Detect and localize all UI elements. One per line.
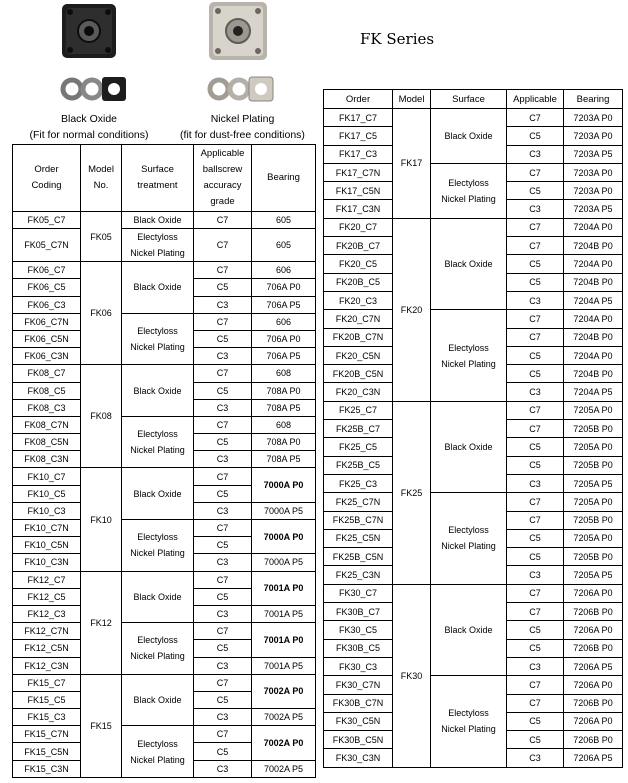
bearing-cell: 7205B P0 [564,456,623,474]
bearing-cell: 7204B P0 [564,273,623,291]
product-photos [10,0,168,110]
bearing-cell: 708A P0 [252,434,316,451]
accuracy-grade-cell: C5 [194,743,252,760]
accuracy-grade-cell: C5 [194,691,252,708]
order-code-cell: FK30B_C5N [324,731,393,749]
product-name: Nickel Plating [210,113,275,125]
order-code-cell: FK25B_C5N [324,548,393,566]
table-row [13,726,316,743]
bearing-cell: 7205A P0 [564,529,623,547]
bearing-cell: 7203A P0 [564,163,623,181]
order-code-cell: FK10_C5 [13,485,81,502]
accuracy-grade-cell: C5 [507,731,564,749]
header-bearing: Bearing [252,145,316,212]
order-code-cell: FK15_C5 [13,691,81,708]
order-code-cell: FK20_C5N [324,346,393,364]
accuracy-grade-cell: C5 [507,621,564,639]
bearing-cell: 7206A P0 [564,712,623,730]
table-row [13,365,316,382]
model-cell: FK25 [393,401,431,584]
accuracy-grade-cell: C3 [194,605,252,622]
accuracy-grade-cell: C5 [507,182,564,200]
bearing-cell: 7206B P0 [564,731,623,749]
bearing-cell: 7206A P0 [564,584,623,602]
accuracy-grade-cell: C3 [194,296,252,313]
order-code-cell: FK15_C7 [13,674,81,691]
surface-treatment-cell: Black Oxide [431,584,507,675]
order-code-cell: FK30B_C5 [324,639,393,657]
table-row [13,674,316,691]
accuracy-grade-cell: C5 [507,127,564,145]
table-header-row [13,145,316,212]
bearing-cell: 7000A P0 [252,520,316,554]
bearing-cell: 706A P5 [252,348,316,365]
bearing-cell: 7205A P0 [564,438,623,456]
bearing-cell: 7205A P5 [564,474,623,492]
surface-treatment-cell: Electyloss Nickel Plating [431,676,507,767]
order-code-cell: FK25B_C5 [324,456,393,474]
bearing-cell: 7002A P5 [252,709,316,726]
header-surface-treatment: Surface [431,90,507,109]
table-row [324,218,623,236]
accuracy-grade-cell: C7 [507,218,564,236]
accuracy-grade-cell: C3 [194,348,252,365]
accuracy-grade-cell: C7 [194,468,252,485]
order-code-cell: FK25_C7 [324,401,393,419]
accuracy-grade-cell: C7 [507,401,564,419]
accuracy-grade-cell: C3 [507,383,564,401]
order-code-cell: FK15_C5N [13,743,81,760]
bearing-cell: 708A P0 [252,382,316,399]
accuracy-grade-cell: C5 [194,434,252,451]
bearing-cell: 608 [252,365,316,382]
accuracy-grade-cell: C7 [194,212,252,229]
bearing-cell: 7204A P0 [564,255,623,273]
bearing-cell: 708A P5 [252,451,316,468]
surface-treatment-cell: Electyloss Nickel Plating [122,313,194,365]
accuracy-grade-cell: C3 [507,200,564,218]
order-code-cell: FK25_C5 [324,438,393,456]
accuracy-grade-cell: C5 [194,382,252,399]
bearing-cell: 7205B P0 [564,420,623,438]
surface-treatment-cell: Electyloss Nickel Plating [122,623,194,675]
product-black-oxide [10,0,168,141]
black-oxide-support-image [10,0,168,110]
table-row [13,623,316,640]
bearing-cell: 7206B P0 [564,639,623,657]
table-row [13,520,316,537]
order-code-cell: FK05_C7 [13,212,81,229]
bearing-cell: 7204B P0 [564,237,623,255]
order-code-cell: FK30B_C7N [324,694,393,712]
accuracy-grade-cell: C7 [507,420,564,438]
order-code-cell: FK20B_C5 [324,273,393,291]
accuracy-grade-cell: C7 [507,310,564,328]
spec-table-right [323,89,623,768]
surface-treatment-cell: Black Oxide [122,365,194,417]
accuracy-grade-cell: C7 [194,674,252,691]
header-model: Model No. [81,145,122,212]
surface-treatment-cell: Electyloss Nickel Plating [431,310,507,401]
bearing-cell: 7205B P0 [564,511,623,529]
bearing-cell: 7204A P0 [564,346,623,364]
accuracy-grade-cell: C3 [194,709,252,726]
header-order-coding: Order Coding [13,145,81,212]
product-nickel-plating [175,0,310,141]
order-code-cell: FK05_C7N [13,229,81,262]
accuracy-grade-cell: C7 [507,694,564,712]
model-cell: FK10 [81,468,122,571]
accuracy-grade-cell: C7 [194,726,252,743]
surface-treatment-cell: Black Oxide [431,401,507,492]
order-code-cell: FK20B_C7 [324,237,393,255]
bearing-cell: 7000A P5 [252,554,316,571]
accuracy-grade-cell: C5 [507,346,564,364]
order-code-cell: FK20B_C5N [324,365,393,383]
order-code-cell: FK25_C5N [324,529,393,547]
accuracy-grade-cell: C7 [507,109,564,127]
accuracy-grade-cell: C5 [194,330,252,347]
accuracy-grade-cell: C5 [194,537,252,554]
accuracy-grade-cell: C3 [507,474,564,492]
order-code-cell: FK08_C5 [13,382,81,399]
order-code-cell: FK30_C7N [324,676,393,694]
table-row [13,468,316,485]
bearing-cell: 7203A P5 [564,145,623,163]
bearing-cell: 7203A P5 [564,200,623,218]
bearing-cell: 7204B P0 [564,365,623,383]
accuracy-grade-cell: C7 [507,328,564,346]
bearing-cell: 605 [252,229,316,262]
header-bearing: Bearing [564,90,623,109]
model-cell: FK12 [81,571,122,674]
table-row [324,676,623,694]
order-code-cell: FK17_C5N [324,182,393,200]
accuracy-grade-cell: C7 [194,623,252,640]
accuracy-grade-cell: C7 [507,584,564,602]
order-code-cell: FK20_C3N [324,383,393,401]
bearing-cell: 7206A P0 [564,621,623,639]
bearing-cell: 7001A P5 [252,657,316,674]
bearing-cell: 7203A P0 [564,182,623,200]
order-code-cell: FK25_C3 [324,474,393,492]
surface-treatment-cell: Black Oxide [431,218,507,309]
order-code-cell: FK08_C3 [13,399,81,416]
order-code-cell: FK20_C3 [324,291,393,309]
accuracy-grade-cell: C7 [194,262,252,279]
table-row [324,163,623,181]
bearing-cell: 7002A P0 [252,674,316,708]
table-row [324,401,623,419]
order-code-cell: FK08_C3N [13,451,81,468]
accuracy-grade-cell: C7 [194,416,252,433]
order-code-cell: FK30_C3 [324,657,393,675]
bearing-cell: 7204B P0 [564,328,623,346]
bearing-cell: 7205A P0 [564,401,623,419]
accuracy-grade-cell: C5 [507,639,564,657]
surface-treatment-cell: Electyloss Nickel Plating [431,163,507,218]
table-row [13,571,316,588]
model-cell: FK30 [393,584,431,767]
accuracy-grade-cell: C3 [507,657,564,675]
surface-treatment-cell: Black Oxide [122,674,194,726]
accuracy-grade-cell: C3 [194,502,252,519]
bearing-cell: 606 [252,313,316,330]
surface-treatment-cell: Electyloss Nickel Plating [431,493,507,584]
accuracy-grade-cell: C5 [194,279,252,296]
order-code-cell: FK12_C3 [13,605,81,622]
accuracy-grade-cell: C3 [507,749,564,767]
accuracy-grade-cell: C5 [507,255,564,273]
order-code-cell: FK30_C3N [324,749,393,767]
accuracy-grade-cell: C5 [507,273,564,291]
accuracy-grade-cell: C7 [507,493,564,511]
order-code-cell: FK17_C3N [324,200,393,218]
bearing-cell: 606 [252,262,316,279]
spec-table-left [12,144,316,778]
order-code-cell: FK30_C7 [324,584,393,602]
bearing-cell: 7002A P0 [252,726,316,760]
order-code-cell: FK12_C5 [13,588,81,605]
order-code-cell: FK12_C7 [13,571,81,588]
accuracy-grade-cell: C3 [194,760,252,777]
product-note: (Fit for normal conditions) [29,129,149,141]
order-code-cell: FK06_C5N [13,330,81,347]
accuracy-grade-cell: C7 [507,676,564,694]
order-code-cell: FK17_C7N [324,163,393,181]
order-code-cell: FK12_C7N [13,623,81,640]
table-row [324,493,623,511]
order-code-cell: FK06_C3 [13,296,81,313]
bearing-cell: 7206B P0 [564,694,623,712]
accuracy-grade-cell: C5 [194,588,252,605]
order-code-cell: FK06_C7 [13,262,81,279]
accuracy-grade-cell: C5 [194,485,252,502]
order-code-cell: FK25_C7N [324,493,393,511]
order-code-cell: FK30_C5 [324,621,393,639]
order-code-cell: FK15_C3 [13,709,81,726]
order-code-cell: FK17_C7 [324,109,393,127]
table-header-row [324,90,623,109]
accuracy-grade-cell: C5 [507,712,564,730]
bearing-cell: 608 [252,416,316,433]
order-code-cell: FK20_C5 [324,255,393,273]
accuracy-grade-cell: C7 [194,520,252,537]
table-row [13,212,316,229]
accuracy-grade-cell: C3 [507,566,564,584]
header-accuracy-grade: Applicable ballscrew accuracy grade [194,145,252,212]
accuracy-grade-cell: C7 [194,365,252,382]
order-code-cell: FK08_C7N [13,416,81,433]
order-code-cell: FK25_C3N [324,566,393,584]
bearing-cell: 706A P0 [252,330,316,347]
accuracy-grade-cell: C5 [507,529,564,547]
model-cell: FK06 [81,262,122,365]
order-code-cell: FK30_C5N [324,712,393,730]
table-row [13,262,316,279]
model-cell: FK15 [81,674,122,777]
accuracy-grade-cell: C5 [507,438,564,456]
table-row [13,229,316,262]
bearing-cell: 7001A P0 [252,571,316,605]
header-surface-treatment: Surface treatment [122,145,194,212]
accuracy-grade-cell: C7 [507,163,564,181]
order-code-cell: FK06_C7N [13,313,81,330]
surface-treatment-cell: Electyloss Nickel Plating [122,416,194,468]
order-code-cell: FK20_C7N [324,310,393,328]
product-name: Black Oxide [60,113,118,125]
model-cell: FK08 [81,365,122,468]
order-code-cell: FK10_C3N [13,554,81,571]
order-code-cell: FK10_C7 [13,468,81,485]
product-note: (fit for dust-free conditions) [180,129,305,141]
surface-treatment-cell: Black Oxide [122,468,194,520]
accuracy-grade-cell: C7 [194,313,252,330]
order-code-cell: FK30B_C7 [324,603,393,621]
accuracy-grade-cell: C3 [194,451,252,468]
order-code-cell: FK08_C5N [13,434,81,451]
bearing-cell: 7000A P5 [252,502,316,519]
accuracy-grade-cell: C7 [507,603,564,621]
bearing-cell: 7001A P5 [252,605,316,622]
order-code-cell: FK12_C5N [13,640,81,657]
bearing-cell: 7203A P0 [564,127,623,145]
order-code-cell: FK15_C3N [13,760,81,777]
order-code-cell: FK20_C7 [324,218,393,236]
model-cell: FK20 [393,218,431,401]
order-code-cell: FK25B_C7N [324,511,393,529]
bearing-cell: 7206B P0 [564,603,623,621]
bearing-cell: 708A P5 [252,399,316,416]
bearing-cell: 605 [252,212,316,229]
bearing-cell: 7204A P0 [564,218,623,236]
bearing-cell: 7206A P5 [564,749,623,767]
table-row [324,310,623,328]
table-row [13,313,316,330]
bearing-cell: 7205A P0 [564,493,623,511]
accuracy-grade-cell: C5 [507,548,564,566]
order-code-cell: FK06_C5 [13,279,81,296]
product-photos [175,0,310,110]
surface-treatment-cell: Electyloss Nickel Plating [122,229,194,262]
bearing-cell: 7001A P0 [252,623,316,657]
nickel-plating-support-image [175,0,310,110]
accuracy-grade-cell: C3 [194,399,252,416]
header-order-coding: Order [324,90,393,109]
bearing-cell: 7204A P5 [564,291,623,309]
bearing-cell: 7205B P0 [564,548,623,566]
bearing-cell: 7204A P5 [564,383,623,401]
order-code-cell: FK25B_C7 [324,420,393,438]
header-accuracy-grade: Applicable [507,90,564,109]
surface-treatment-cell: Black Oxide [431,109,507,164]
accuracy-grade-cell: C3 [194,554,252,571]
accuracy-grade-cell: C5 [194,640,252,657]
bearing-cell: 7000A P0 [252,468,316,502]
surface-treatment-cell: Black Oxide [122,212,194,229]
order-code-cell: FK06_C3N [13,348,81,365]
order-code-cell: FK10_C7N [13,520,81,537]
order-code-cell: FK15_C7N [13,726,81,743]
bearing-cell: 7206A P5 [564,657,623,675]
model-cell: FK17 [393,109,431,219]
accuracy-grade-cell: C7 [194,571,252,588]
series-title: FK Series [360,30,435,48]
bearing-cell: 7203A P0 [564,109,623,127]
table-row [324,109,623,127]
accuracy-grade-cell: C7 [194,229,252,262]
bearing-cell: 706A P0 [252,279,316,296]
surface-treatment-cell: Electyloss Nickel Plating [122,726,194,778]
order-code-cell: FK12_C3N [13,657,81,674]
surface-treatment-cell: Black Oxide [122,262,194,314]
accuracy-grade-cell: C7 [507,237,564,255]
bearing-cell: 7205A P5 [564,566,623,584]
surface-treatment-cell: Black Oxide [122,571,194,623]
table-row [324,584,623,602]
order-code-cell: FK10_C3 [13,502,81,519]
accuracy-grade-cell: C3 [507,145,564,163]
order-code-cell: FK20B_C7N [324,328,393,346]
accuracy-grade-cell: C3 [194,657,252,674]
accuracy-grade-cell: C5 [507,365,564,383]
order-code-cell: FK10_C5N [13,537,81,554]
table-row [13,416,316,433]
order-code-cell: FK08_C7 [13,365,81,382]
surface-treatment-cell: Electyloss Nickel Plating [122,520,194,572]
accuracy-grade-cell: C3 [507,291,564,309]
bearing-cell: 7002A P5 [252,760,316,777]
model-cell: FK05 [81,212,122,262]
order-code-cell: FK17_C5 [324,127,393,145]
bearing-cell: 7204A P0 [564,310,623,328]
header-model: Model [393,90,431,109]
bearing-cell: 706A P5 [252,296,316,313]
accuracy-grade-cell: C7 [507,511,564,529]
order-code-cell: FK17_C3 [324,145,393,163]
bearing-cell: 7206A P0 [564,676,623,694]
accuracy-grade-cell: C5 [507,456,564,474]
